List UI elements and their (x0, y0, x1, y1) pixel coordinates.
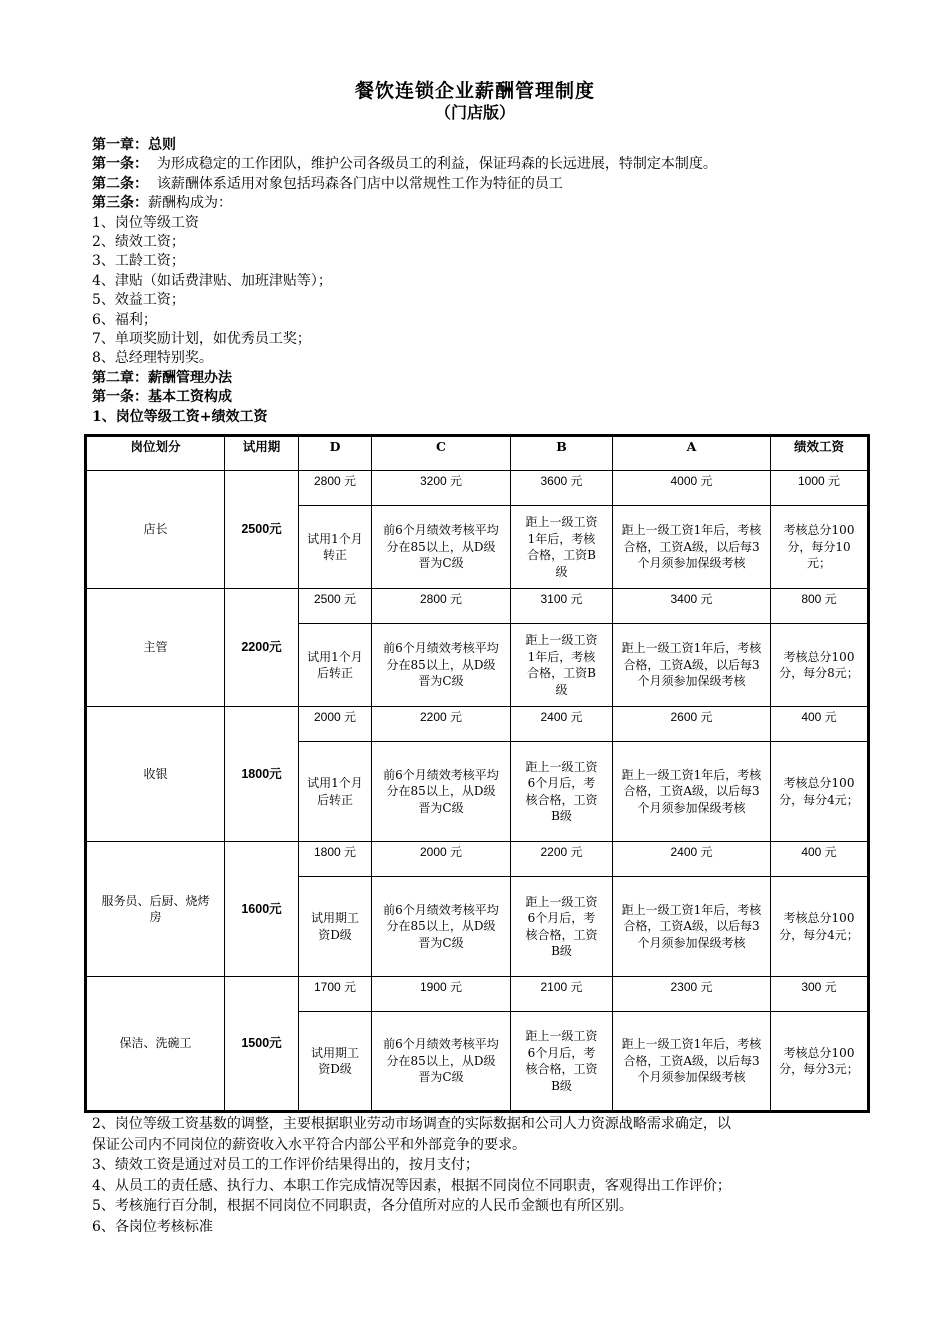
header-cell: B (511, 436, 613, 471)
grade-condition-cell (511, 742, 613, 842)
grade-perf-salary-cell: 800 元 (771, 589, 869, 624)
grade-d-salary-cell: 2000 元 (299, 707, 372, 742)
note-line: 3、绩效工资是通过对员工的工作评价结果得出的，按月支付； (92, 1157, 479, 1174)
grade-condition-text: 距上一级工资6个月后，考核合格，工资B级 (525, 894, 598, 958)
grade-condition-text: 距上一级工资1年后，考核合格，工资A级，以后每3个月须参加保级考核 (621, 641, 762, 689)
note-line: 2、岗位等级工资基数的调整，主要根据职业劳动市场调查的实际数据和公司人力资源战略需求确定，以 (92, 1116, 731, 1132)
article3-text: 薪酬构成为： (148, 195, 232, 212)
grade-b-salary-cell: 2400 元 (511, 707, 613, 742)
grade-condition-text: 试用1个月转正 (307, 531, 363, 562)
grade-condition-text: 距上一级工资6个月后，考核合格，工资B级 (525, 1029, 598, 1093)
grade-condition-text: 试用1个月后转正 (307, 776, 363, 807)
grade-condition-text: 试用期工资D级 (310, 911, 359, 942)
grade-condition-text: 距上一级工资6个月后，考核合格，工资B级 (525, 759, 598, 823)
grade-condition-cell (613, 624, 771, 707)
probation-salary-cell: 2500元 (225, 471, 299, 589)
grade-condition-text: 前6个月绩效考核平均分在85以上，从D级晋为C级 (383, 902, 499, 950)
position-cell: 收银 (86, 707, 225, 842)
section1-heading: 1、岗位等级工资+绩效工资 (92, 408, 268, 425)
grade-perf-salary-cell: 1000 元 (771, 471, 869, 506)
intro-section (92, 136, 882, 427)
grade-c-salary-cell: 1900 元 (372, 977, 511, 1012)
grade-condition-cell (511, 877, 613, 977)
grade-condition-cell (372, 1012, 511, 1112)
list-item: 4、津贴（如话费津贴、加班津贴等）； (92, 272, 332, 289)
grade-condition-text: 试用1个月后转正 (307, 649, 363, 680)
chapter2-heading: 第二章：薪酬管理办法 (92, 369, 232, 386)
position-cell: 店长 (86, 471, 225, 589)
grade-condition-cell (299, 506, 372, 589)
grade-a-salary-cell: 2400 元 (613, 842, 771, 877)
grade-condition-cell (372, 624, 511, 707)
list-item: 1、岗位等级工资 (92, 214, 199, 231)
grade-d-salary-cell: 2500 元 (299, 589, 372, 624)
article3 (92, 194, 882, 213)
grade-condition-text: 考核总分100分，每分4元； (779, 911, 859, 942)
grade-c-salary-cell: 2800 元 (372, 589, 511, 624)
table-row (86, 977, 869, 1012)
list-item: 8、总经理特别奖。 (92, 350, 213, 367)
list-item: 3、工龄工资； (92, 253, 185, 270)
grade-a-salary-cell: 4000 元 (613, 471, 771, 506)
header-cell: 试用期 (225, 436, 299, 471)
article2 (92, 175, 882, 194)
grade-condition-text: 考核总分100分，每分10元； (783, 523, 855, 571)
grade-condition-cell (613, 742, 771, 842)
document-title: 餐饮连锁企业薪酬管理制度 (354, 80, 595, 102)
table-row (86, 589, 869, 624)
grade-condition-text: 距上一级工资1年后，考核合格，工资B级 (525, 515, 598, 579)
grade-condition-cell (771, 624, 869, 707)
grade-condition-text: 前6个月绩效考核平均分在85以上，从D级晋为C级 (383, 767, 499, 815)
grade-condition-cell (771, 877, 869, 977)
list-item: 5、效益工资； (92, 292, 185, 309)
probation-salary-cell: 2200元 (225, 589, 299, 707)
grade-condition-cell (372, 506, 511, 589)
grade-condition-text: 前6个月绩效考核平均分在85以上，从D级晋为C级 (383, 1037, 499, 1085)
grade-condition-cell (511, 1012, 613, 1112)
grade-c-salary-cell: 3200 元 (372, 471, 511, 506)
grade-a-salary-cell: 2300 元 (613, 977, 771, 1012)
grade-condition-text: 考核总分100分，每分3元； (779, 1045, 859, 1076)
position-cell: 主管 (86, 589, 225, 707)
list-item: 7、单项奖励计划，如优秀员工奖； (92, 331, 311, 348)
table-header-row (86, 436, 869, 471)
note-line: 4、从员工的责任感、执行力、本职工作完成情况等因素，根据不同岗位不同职责，客观得出工作评价； (92, 1177, 731, 1194)
grade-d-salary-cell: 1700 元 (299, 977, 372, 1012)
grade-a-salary-cell: 3400 元 (613, 589, 771, 624)
grade-c-salary-cell: 2200 元 (372, 707, 511, 742)
chapter2-article1: 第一条：基本工资构成 (92, 389, 232, 406)
grade-d-salary-cell: 2800 元 (299, 471, 372, 506)
article2-text: 该薪酬体系适用对象包括玛森各门店中以常规性工作为特征的员工 (148, 175, 563, 192)
grade-condition-text: 考核总分100分，每分8元； (779, 649, 859, 680)
grade-b-salary-cell: 2200 元 (511, 842, 613, 877)
list-item: 2、绩效工资； (92, 234, 185, 251)
grade-perf-salary-cell: 300 元 (771, 977, 869, 1012)
grade-condition-text: 前6个月绩效考核平均分在85以上，从D级晋为C级 (383, 523, 499, 571)
table-row (86, 471, 869, 506)
grade-b-salary-cell: 2100 元 (511, 977, 613, 1012)
grade-condition-text: 距上一级工资1年后，考核合格，工资A级，以后每3个月须参加保级考核 (621, 1037, 762, 1085)
document-subtitle: （门店版） (434, 103, 515, 122)
article2-label: 第二条： (92, 175, 148, 192)
grade-condition-text: 距上一级工资1年后，考核合格，工资A级，以后每3个月须参加保级考核 (621, 767, 762, 815)
grade-condition-cell (299, 1012, 372, 1112)
position-cell: 保洁、洗碗工 (86, 977, 225, 1112)
note-line: 保证公司内不同岗位的薪资收入水平符合内部公平和外部竞争的要求。 (92, 1136, 526, 1153)
probation-salary-cell: 1500元 (225, 977, 299, 1112)
grade-b-salary-cell: 3600 元 (511, 471, 613, 506)
notes-section (92, 1114, 872, 1238)
grade-perf-salary-cell: 400 元 (771, 707, 869, 742)
grade-condition-cell (299, 742, 372, 842)
header-cell: A (613, 436, 771, 471)
salary-table (84, 434, 870, 1113)
grade-c-salary-cell: 2000 元 (372, 842, 511, 877)
grade-d-salary-cell: 1800 元 (299, 842, 372, 877)
header-cell: 岗位划分 (86, 436, 225, 471)
grade-condition-cell (372, 742, 511, 842)
grade-condition-cell (299, 877, 372, 977)
position-cell: 服务员、后厨、烧烤房 (86, 842, 225, 977)
grade-condition-text: 距上一级工资1年后，考核合格，工资A级，以后每3个月须参加保级考核 (621, 902, 762, 950)
note-line: 5、考核施行百分制，根据不同岗位不同职责，各分值所对应的人民币金额也有所区别。 (92, 1198, 633, 1215)
note-line: 6、各岗位考核标准 (92, 1218, 213, 1235)
article1 (92, 155, 882, 174)
grade-perf-salary-cell: 400 元 (771, 842, 869, 877)
article1-text: 为形成稳定的工作团队，维护公司各级员工的利益，保证玛森的长远进展，特制定本制度。 (148, 156, 717, 173)
header-cell: C (372, 436, 511, 471)
table-row (86, 707, 869, 742)
grade-condition-cell (511, 506, 613, 589)
grade-a-salary-cell: 2600 元 (613, 707, 771, 742)
grade-b-salary-cell: 3100 元 (511, 589, 613, 624)
grade-condition-text: 前6个月绩效考核平均分在85以上，从D级晋为C级 (383, 641, 499, 689)
grade-condition-text: 考核总分100分，每分4元； (779, 776, 859, 807)
grade-condition-cell (771, 506, 869, 589)
grade-condition-cell (372, 877, 511, 977)
chapter1-heading: 第一章：总则 (92, 137, 176, 153)
grade-condition-cell (613, 506, 771, 589)
grade-condition-cell (771, 742, 869, 842)
article3-label: 第三条： (92, 195, 148, 212)
probation-salary-cell: 1800元 (225, 707, 299, 842)
grade-condition-cell (299, 624, 372, 707)
table-row (86, 842, 869, 877)
grade-condition-text: 距上一级工资1年后，考核合格，工资A级，以后每3个月须参加保级考核 (621, 523, 762, 571)
article1-label: 第一条： (92, 156, 148, 173)
grade-condition-cell (771, 1012, 869, 1112)
probation-salary-cell: 1600元 (225, 842, 299, 977)
grade-condition-cell (511, 624, 613, 707)
grade-condition-text: 距上一级工资1年后，考核合格，工资B级 (525, 633, 598, 697)
grade-condition-cell (613, 1012, 771, 1112)
header-cell: D (299, 436, 372, 471)
grade-condition-cell (613, 877, 771, 977)
header-cell: 绩效工资 (771, 436, 869, 471)
list-item: 6、福利； (92, 311, 157, 328)
grade-condition-text: 试用期工资D级 (310, 1045, 359, 1076)
